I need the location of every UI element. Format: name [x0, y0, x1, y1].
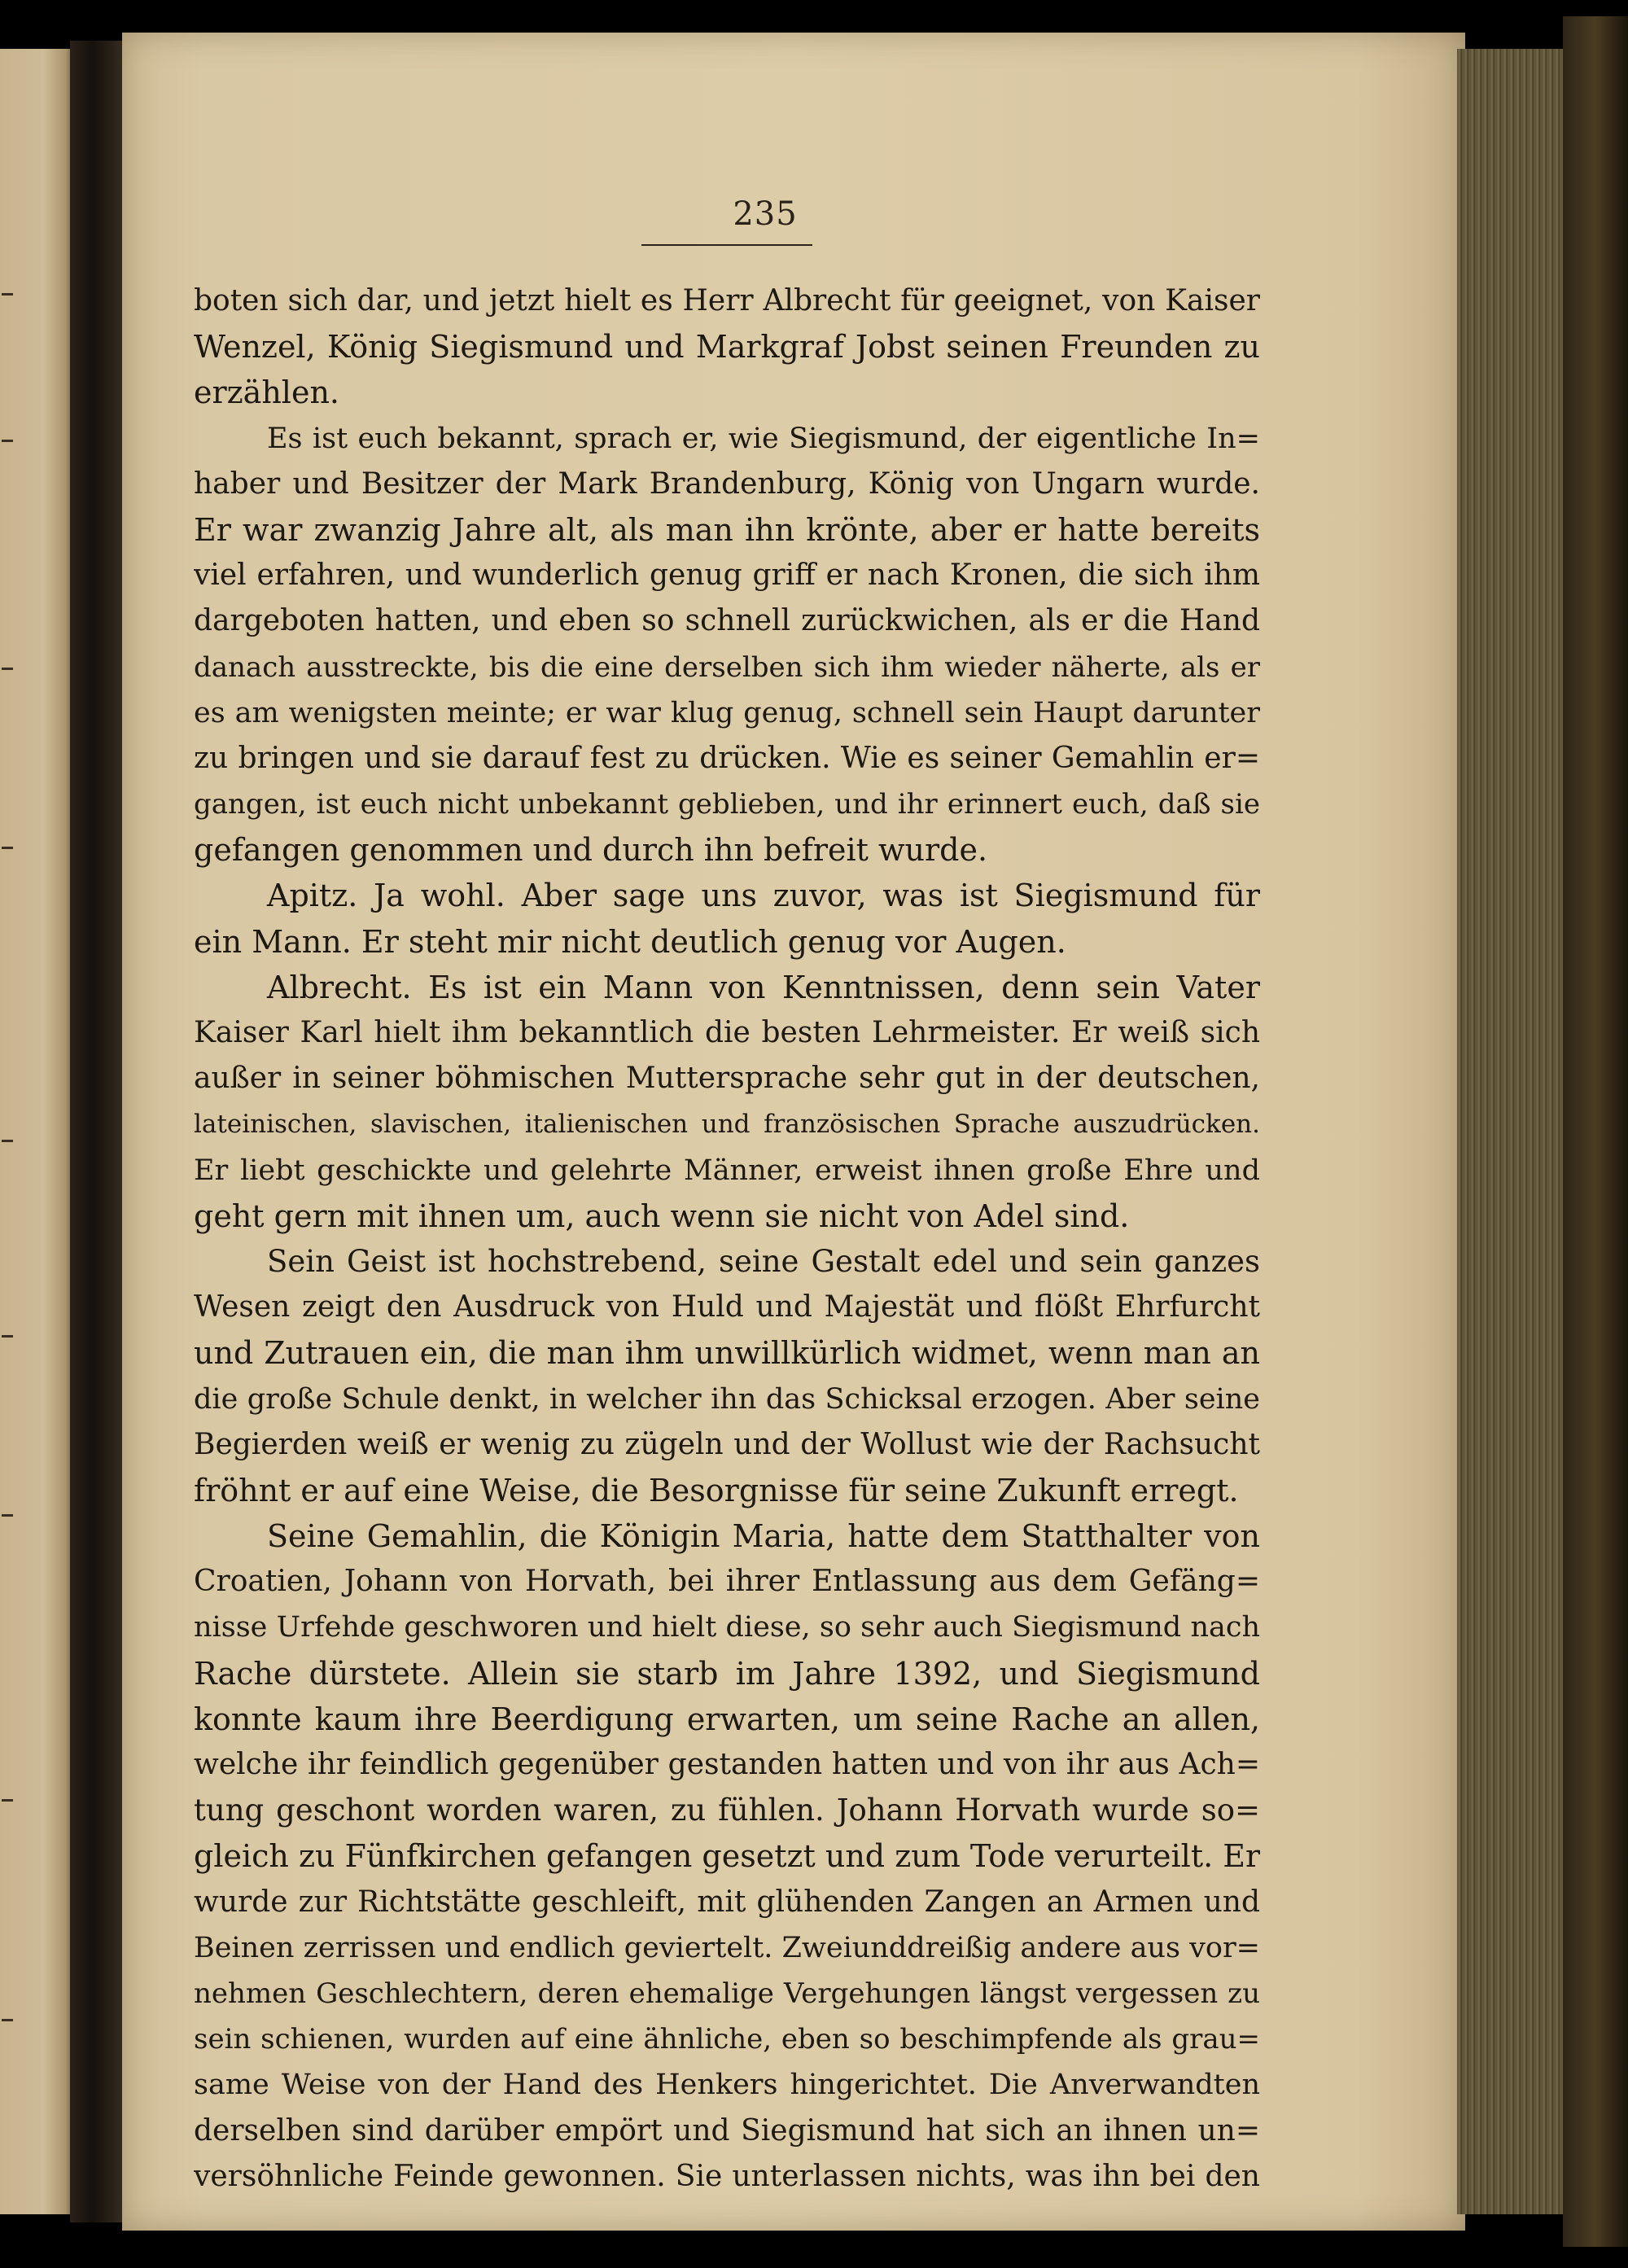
text-line: konnte kaum ihre Beerdigung erwarten, um seine Rache an allen, [194, 1701, 1260, 1737]
text-line: Es ist euch bekannt, sprach er, wie Siegismund, der eigentliche In= [267, 422, 1260, 455]
text-line: Croatien, Johann von Horvath, bei ihrer Entlassung aus dem Gefäng= [194, 1565, 1260, 1599]
text-line: haber und Besitzer der Mark Brandenburg, König von Ungarn wurde. [194, 466, 1260, 501]
text-line: nehmen Geschlechtern, deren ehemalige Vergehungen längst vergessen zu [194, 1977, 1260, 2010]
text-line: Kaiser Karl hielt ihm bekanntlich die besten Lehrmeister. Er weiß sich [194, 1016, 1260, 1049]
text-line: nisse Urfehde geschworen und hielt diese, so sehr auch Siegismund nach [194, 1611, 1260, 1644]
text-line: derselben sind darüber empört und Siegismund hat sich an ihnen un= [194, 2113, 1260, 2148]
text-line: Albrecht. Es ist ein Mann von Kenntnissen, denn sein Vater [267, 969, 1260, 1005]
text-line: geht gern mit ihnen um, auch wenn sie nicht von Adel sind. [194, 1197, 1130, 1234]
text-line: tung geschont worden waren, zu fühlen. Johann Horvath wurde so= [194, 1793, 1260, 1828]
text-line: gleich zu Fünfkirchen gefangen gesetzt und zum Tode verurteilt. Er [194, 1838, 1260, 1875]
page-block-edge [1457, 49, 1571, 2214]
facing-page-text-fragment [2, 1514, 13, 1517]
text-line: es am wenigsten meinte; er war klug genug, schnell sein Haupt darunter [194, 696, 1260, 729]
text-line: Er liebt geschickte und gelehrte Männer, erweist ihnen große Ehre und [194, 1154, 1260, 1187]
text-line: Wesen zeigt den Ausdruck von Huld und Majestät und flößt Ehrfurcht [194, 1290, 1260, 1324]
facing-page-text-fragment [2, 668, 13, 670]
text-line: Sein Geist ist hochstrebend, seine Gestalt edel und sein ganzes [267, 1243, 1260, 1279]
text-line: viel erfahren, und wunderlich genug griff er nach Kronen, die sich ihm [194, 558, 1260, 593]
text-line: fröhnt er auf eine Weise, die Besorgnisse für seine Zukunft erregt. [194, 1472, 1239, 1508]
text-line: gefangen genommen und durch ihn befreit wurde. [194, 832, 988, 869]
facing-page-text-fragment [2, 2019, 13, 2021]
text-line: same Weise von der Hand des Henkers hingerichtet. Die Anverwandten [194, 2069, 1260, 2102]
facing-page-text-fragment [2, 440, 13, 442]
text-line: Wenzel, König Siegismund und Markgraf Jobst seinen Freunden zu [194, 329, 1260, 366]
facing-page-text-fragment [2, 293, 13, 296]
text-line: wurde zur Richtstätte geschleift, mit glühenden Zangen an Armen und [194, 1885, 1260, 1919]
text-line: welche ihr feindlich gegenüber gestanden hatten und von ihr aus Ach= [194, 1748, 1260, 1781]
text-line: außer in seiner böhmischen Muttersprache sehr gut in der deutschen, [194, 1062, 1260, 1096]
text-line: Seine Gemahlin, die Königin Maria, hatte dem Statthalter von [267, 1518, 1260, 1555]
text-line: Beinen zerrissen und endlich geviertelt. Zweiunddreißig andere aus vor= [194, 1931, 1260, 1964]
text-line: die große Schule denkt, in welcher ihn das Schicksal erzogen. Aber seine [194, 1382, 1260, 1416]
text-line: Rache dürstete. Allein sie starb im Jahre 1392, und Siegismund [194, 1655, 1260, 1692]
text-line: danach ausstreckte, bis die eine derselben sich ihm wieder näherte, als er [194, 650, 1260, 684]
facing-page-text-fragment [2, 1335, 13, 1338]
text-line: Er war zwanzig Jahre alt, als man ihn krönte, aber er hatte bereits [194, 511, 1260, 548]
text-line: sein schienen, wurden auf eine ähnliche, eben so beschimpfende als grau= [194, 2023, 1260, 2056]
page-number: 235 [733, 195, 798, 233]
text-line: erzählen. [194, 374, 339, 411]
body-text [194, 278, 1260, 2200]
text-line: dargeboten hatten, und eben so schnell zurückwichen, als er die Hand [194, 604, 1260, 638]
book-gutter [70, 41, 127, 2222]
text-line: Begierden weiß er wenig zu zügeln und der Wollust wie der Rachsucht [194, 1427, 1260, 1461]
text-line: und Zutrauen ein, die man ihm unwillkürlich widmet, wenn man an [194, 1335, 1260, 1372]
text-line: ein Mann. Er steht mir nicht deutlich genug vor Augen. [194, 923, 1066, 960]
facing-page-text-fragment [2, 1799, 13, 1802]
text-line: boten sich dar, und jetzt hielt es Herr Albrecht für geeignet, von Kaiser [194, 284, 1260, 317]
text-line: gangen, ist euch nicht unbekannt geblieben, und ihr erinnert euch, daß sie [194, 788, 1260, 821]
facing-page-text-fragment [2, 847, 13, 849]
facing-page-text-fragment [2, 1140, 13, 1142]
header-rule [641, 244, 812, 246]
facing-page-edge [0, 49, 73, 2214]
text-line: Apitz. Ja wohl. Aber sage uns zuvor, was ist Siegismund für [267, 878, 1260, 914]
book-cover-edge [1563, 16, 1628, 2247]
text-line: lateinischen, slavischen, italienischen und französischen Sprache auszudrücken. [194, 1110, 1260, 1140]
text-line: versöhnliche Feinde gewonnen. Sie unterlassen nichts, was ihn bei den [194, 2159, 1260, 2193]
text-line: zu bringen und sie darauf fest zu drücken. Wie es seiner Gemahlin er= [194, 741, 1260, 775]
